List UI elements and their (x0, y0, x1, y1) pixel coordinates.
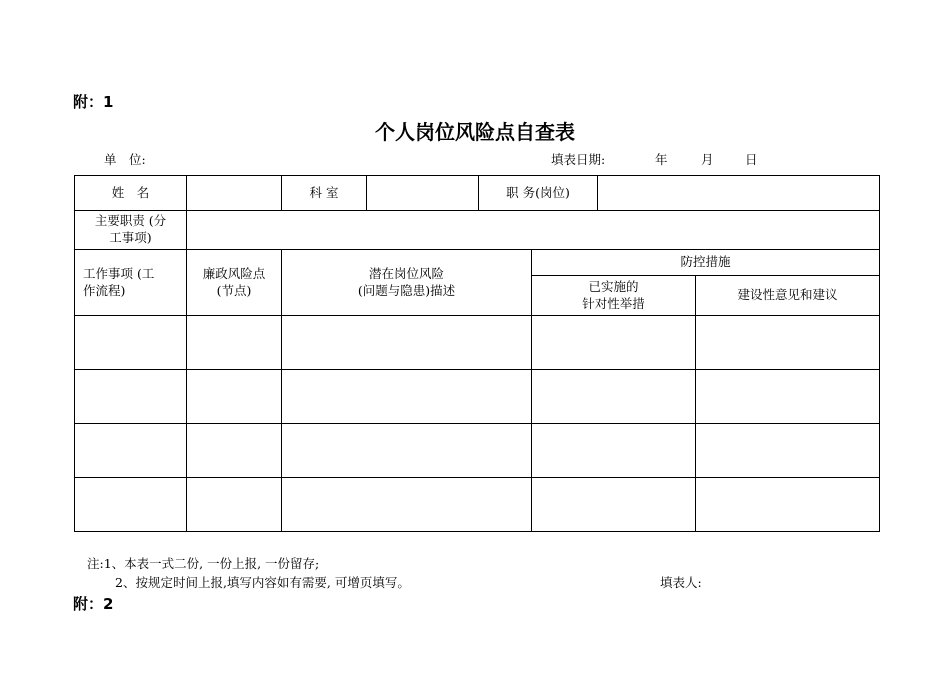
table-cell[interactable] (75, 424, 187, 478)
potential-risk-header (282, 250, 532, 316)
prevention-header: 防控措施 (532, 250, 880, 276)
note-1: 注:1、本表一式二份, 一份上报, 一份留存; (87, 556, 320, 571)
work-item-header (75, 250, 187, 316)
table-cell[interactable] (187, 316, 282, 370)
table-row (75, 370, 880, 424)
table-cell[interactable] (75, 370, 187, 424)
table-row (75, 424, 880, 478)
implemented-measures-header (532, 276, 696, 316)
table-cell[interactable] (187, 424, 282, 478)
implemented-line1: 已实施的 (588, 278, 639, 294)
duty-label-line1: 主要职责 (分 (94, 213, 167, 229)
table-row (75, 316, 880, 370)
table-cell[interactable] (532, 316, 696, 370)
self-check-table (74, 175, 880, 532)
position-input-cell[interactable] (598, 176, 880, 211)
year-label: 年 (655, 152, 668, 167)
filler-label: 填表人: (660, 575, 702, 590)
implemented-line2: 针对性举措 (582, 295, 645, 311)
table-cell[interactable] (282, 316, 532, 370)
work-item-line2: 作流程) (83, 282, 126, 298)
duty-input-cell[interactable] (187, 211, 880, 250)
table-cell[interactable] (696, 316, 880, 370)
fill-date-label: 填表日期: (551, 152, 606, 167)
duty-label-cell (75, 211, 187, 250)
duty-label-line2: 工事项) (109, 230, 152, 245)
month-label: 月 (701, 152, 714, 167)
table-cell[interactable] (696, 370, 880, 424)
name-label-cell: 姓 名 (75, 176, 187, 211)
unit-label: 单 位: (104, 152, 146, 167)
potential-risk-line2: (问题与隐患)描述 (357, 282, 456, 298)
table-cell[interactable] (532, 478, 696, 532)
page-title: 个人岗位风险点自查表 (375, 120, 575, 144)
risk-point-header (187, 250, 282, 316)
table-cell[interactable] (282, 424, 532, 478)
risk-point-line1: 廉政风险点 (202, 265, 266, 281)
dept-input-cell[interactable] (367, 176, 479, 211)
position-label-cell: 职 务(岗位) (479, 176, 598, 211)
day-label: 日 (745, 152, 758, 167)
work-item-line1: 工作事项 (工 (83, 265, 155, 281)
table-cell[interactable] (696, 478, 880, 532)
table-cell[interactable] (187, 370, 282, 424)
table-cell[interactable] (75, 478, 187, 532)
potential-risk-line1: 潜在岗位风险 (369, 265, 445, 281)
table-cell[interactable] (532, 370, 696, 424)
name-input-cell[interactable] (187, 176, 282, 211)
table-cell[interactable] (282, 370, 532, 424)
note-2: 2、按规定时间上报,填写内容如有需要, 可增页填写。 (115, 575, 410, 590)
table-cell[interactable] (282, 478, 532, 532)
suggestions-header: 建设性意见和建议 (696, 276, 880, 316)
dept-label-cell: 科 室 (282, 176, 367, 211)
table-cell[interactable] (696, 424, 880, 478)
table-row (75, 478, 880, 532)
table-cell[interactable] (75, 316, 187, 370)
table-cell[interactable] (532, 424, 696, 478)
attachment-label-2: 附：2 (73, 595, 114, 613)
attachment-label-1: 附：1 (73, 93, 114, 111)
table-cell[interactable] (187, 478, 282, 532)
risk-point-line2: (节点) (216, 282, 252, 298)
